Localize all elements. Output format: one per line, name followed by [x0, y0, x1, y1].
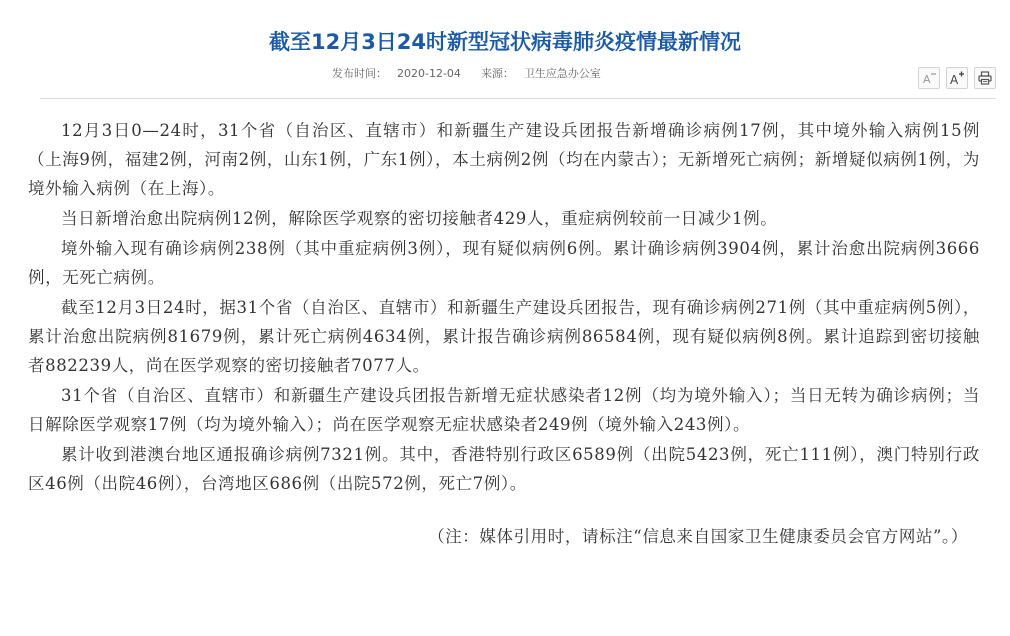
source-value: 卫生应急办公室	[523, 67, 601, 80]
citation-note: （注：媒体引用时，请标注“信息来自国家卫生健康委员会官方网站”。）	[428, 527, 968, 546]
source-label: 来源：	[480, 67, 514, 80]
font-increase-button[interactable]	[946, 67, 968, 89]
article-toolbar	[918, 67, 996, 89]
paragraph-6: 累计收到港澳台地区通报确诊病例7321例。其中，香港特别行政区6589例（出院5423例，死亡111例），澳门特别行政区46例（出院46例），台湾地区686例（出院572例，死亡7例）。	[28, 445, 980, 493]
source-info	[481, 67, 611, 80]
svg-text:A: A	[923, 73, 931, 86]
font-decrease-icon	[921, 70, 937, 86]
svg-text:A: A	[950, 73, 959, 86]
article-meta	[332, 64, 621, 84]
article-title: 截至12月3日24时新型冠状病毒肺炎疫情最新情况	[268, 30, 742, 55]
paragraph-2: 当日新增治愈出院病例12例，解除医学观察的密切接触者429人，重症病例较前一日减少1例。	[61, 209, 778, 228]
paragraph-5: 31个省（自治区、直辖市）和新疆生产建设兵团报告新增无症状感染者12例（均为境外输入）；当日无转为确诊病例；当日解除医学观察17例（均为境外输入）；尚在医学观察无症状感染者249例（境外输入243例）。	[28, 386, 980, 434]
print-button[interactable]	[974, 67, 996, 89]
article-body	[28, 116, 980, 552]
font-increase-icon	[949, 70, 965, 86]
publish-label: 发布时间：	[332, 67, 387, 80]
publish-date: 2020-12-04	[397, 67, 461, 80]
paragraph-1: 12月3日0—24时，31个省（自治区、直辖市）和新疆生产建设兵团报告新增确诊病例17例，其中境外输入病例15例（上海9例，福建2例，河南2例，山东1例，广东1例），本土病例2例（均在内蒙古）；无新增死亡病例；新增疑似病例1例，为境外输入病例（在上海）。	[28, 121, 980, 198]
paragraph-3: 境外输入现有确诊病例238例（其中重症病例3例），现有疑似病例6例。累计确诊病例3904例，累计治愈出院病例3666例，无死亡病例。	[28, 239, 980, 287]
print-icon	[978, 71, 992, 85]
font-decrease-button[interactable]	[918, 67, 940, 89]
header-divider	[40, 98, 996, 99]
publish-info	[332, 67, 471, 80]
paragraph-4: 截至12月3日24时，据31个省（自治区、直辖市）和新疆生产建设兵团报告，现有确诊病例271例（其中重症病例5例），累计治愈出院病例81679例，累计死亡病例4634例，累计报告确诊病例86584例，现有疑似病例8例。累计追踪到密切接触者882239人，尚在医学观察的密切接触者7077人。	[28, 298, 980, 375]
